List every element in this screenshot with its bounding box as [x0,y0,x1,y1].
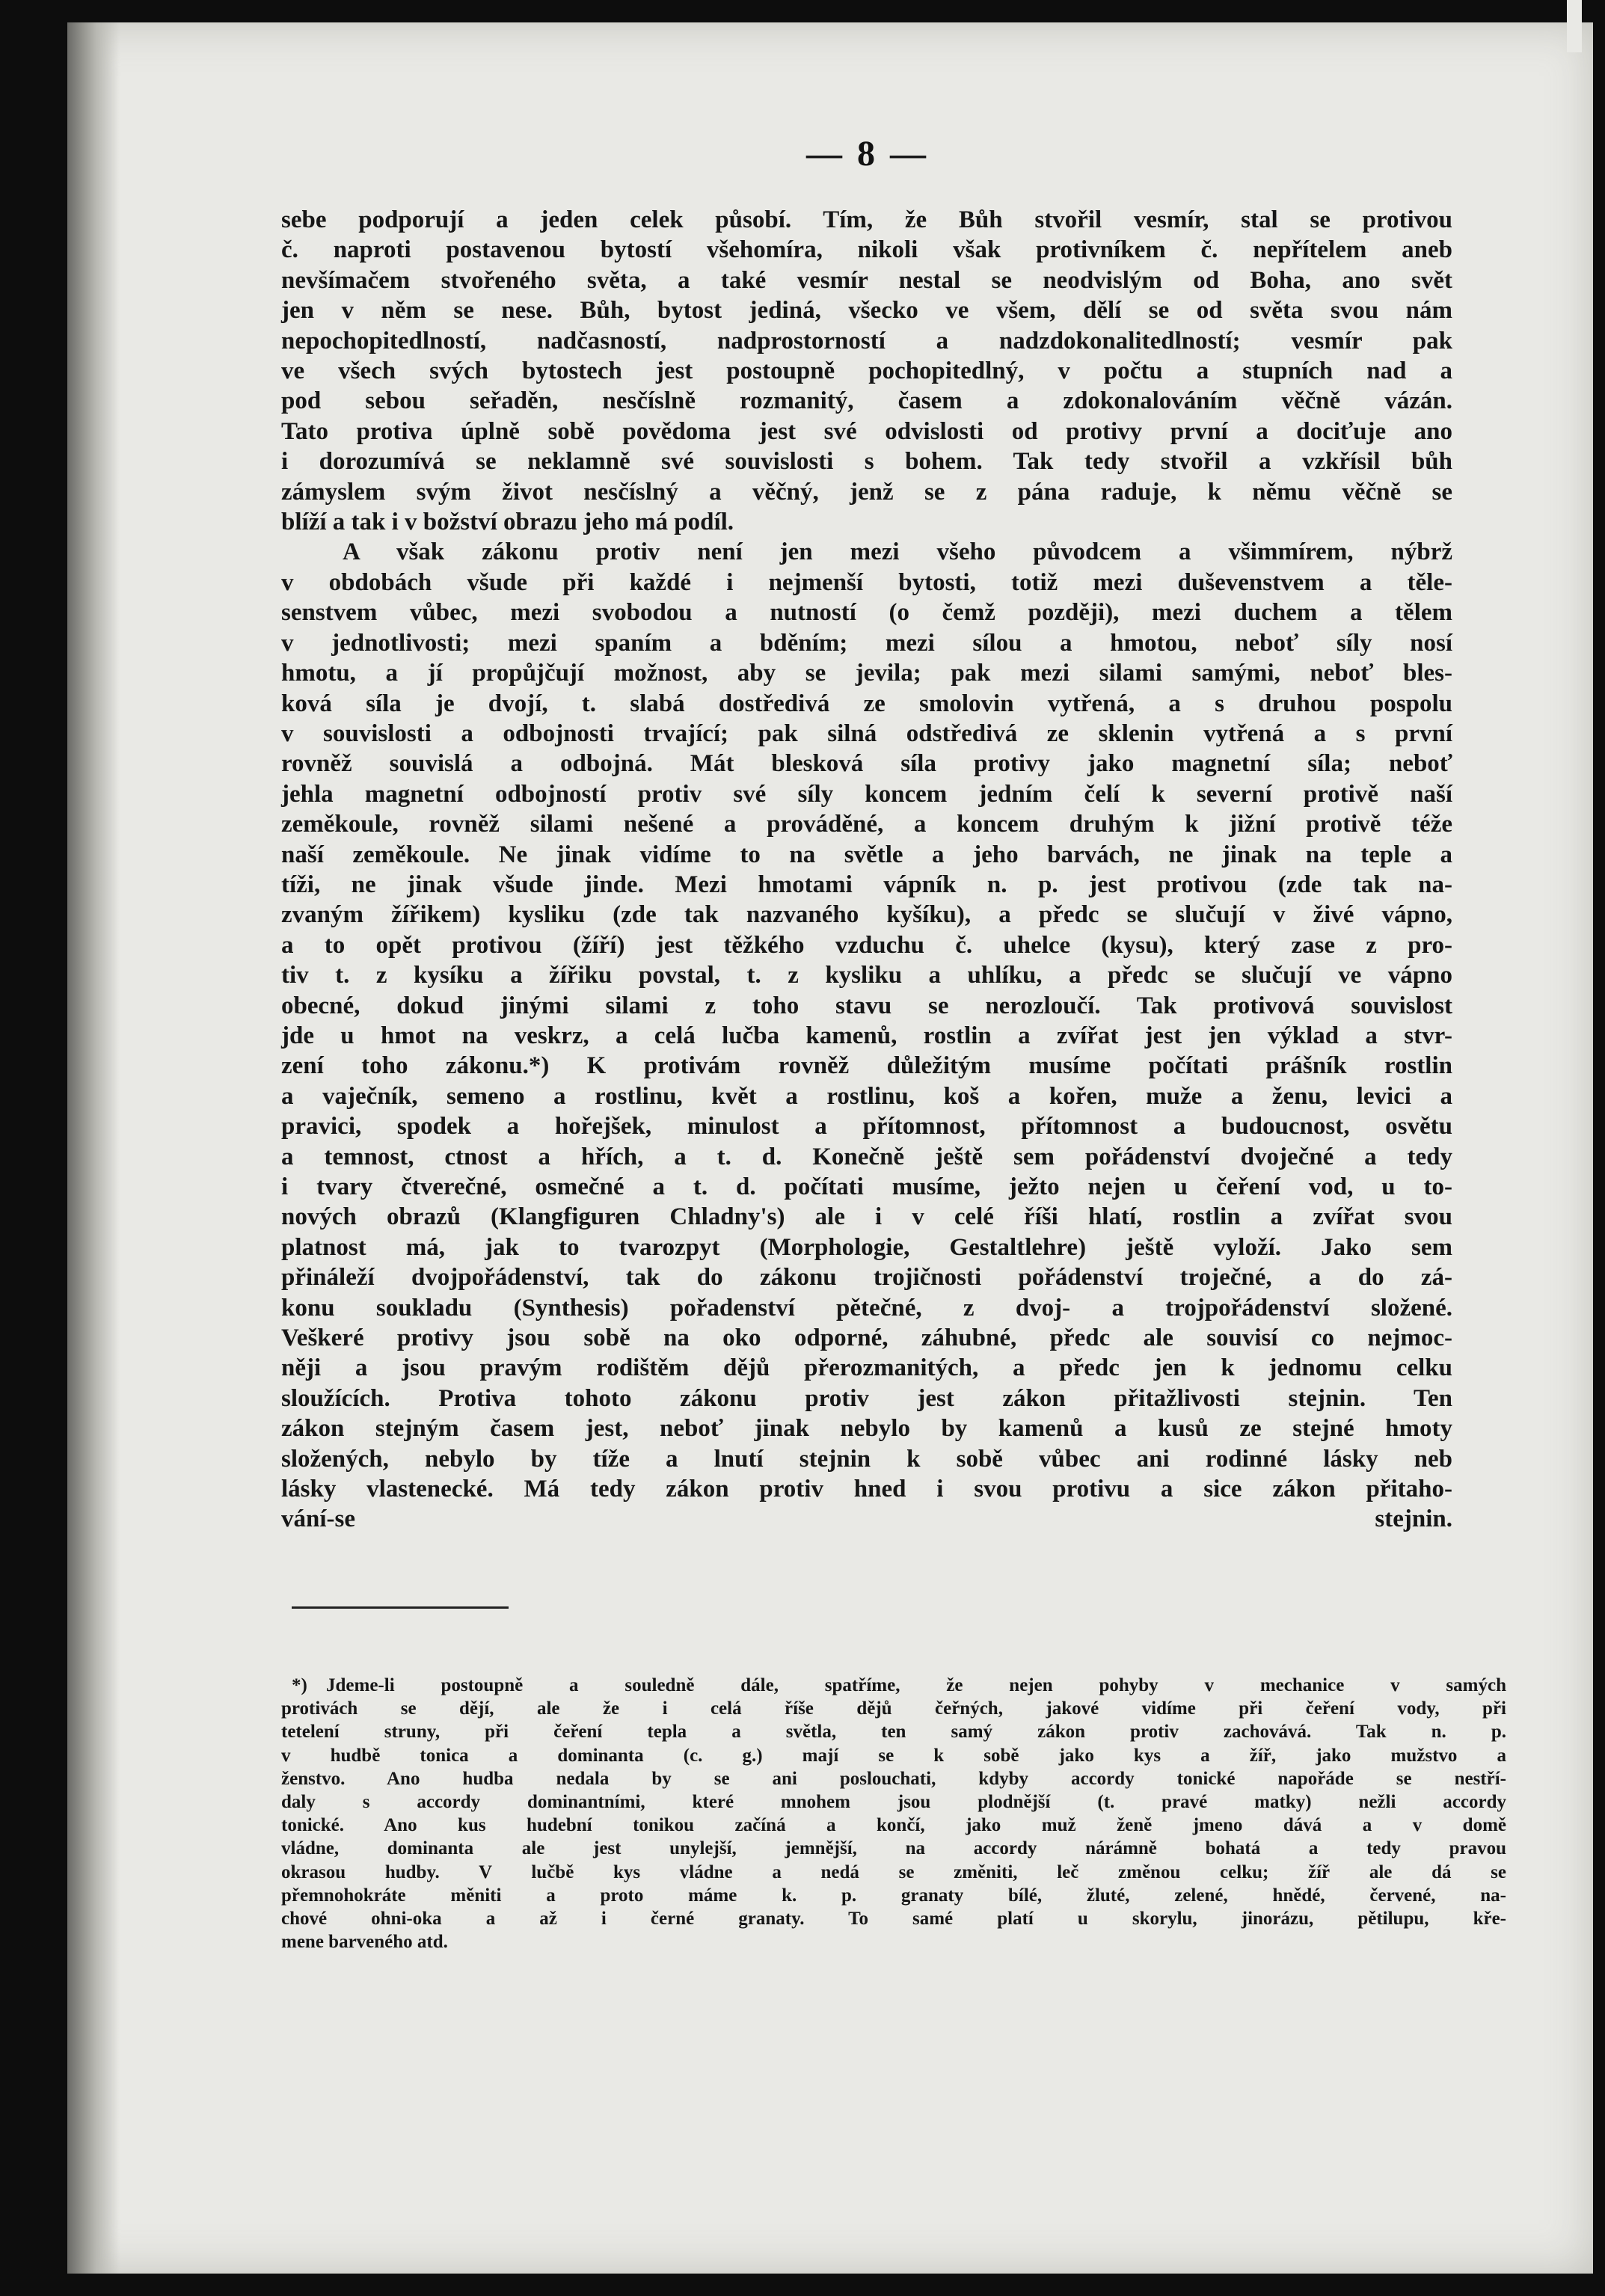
text-line: ve všech svých bytostech jest postoupně pochopitedlný, v počtu a stupních nad a [281,357,1452,385]
text-line: konu soukladu (Synthesis) pořadenství pětečné, z dvoj- a trojpořádenství složené. [281,1294,1452,1322]
text-line: složených, nebylo by tíže a lnutí stejnin k sobě vůbec ani rodinné lásky neb [281,1445,1452,1473]
footnote-line [292,1674,1506,1697]
text-line: platnost má, jak to tvarozpyt (Morphologie, Gestaltlehre) ještě vyloží. Jako sem [281,1233,1452,1261]
text-line: jehla magnetní odbojností protiv své síly koncem jedním čelí k severní protivě naší [281,780,1452,808]
text-line: zení toho zákonu.*) K protivám rovněž důležitým musíme počítati prášník rostlin [281,1052,1452,1080]
text-line: v souvislosti a odbojnosti trvající; pak silná odstředivá ze sklenin vytřená a s první [281,719,1452,747]
text-line: jde u hmot na veskrz, a celá lučba kamenů, rostlin a zvířat jest jen výklad a stvr- [281,1022,1452,1049]
footnote-line-text: Jdeme-li postoupně a souledně dále, spatříme, že nejen pohyby v mechanice v samých [326,1675,1506,1695]
footnote-line: chové ohni-oka a až i černé granaty. To samé platí u skorylu, jinorázu, pětilupu, kře- [281,1909,1506,1930]
text-line: rovněž souvislá a odbojná. Mát blesková síla protivy jako magnetní síla; neboť [281,750,1452,778]
footnote-line: mene barveného atd. [281,1932,448,1953]
text-line: lásky vlastenecké. Má tedy zákon protiv hned i svou protivu a sice zákon přitaho- [281,1476,1452,1503]
text-line: v jednotlivosti; mezi spaním a bděním; mezi sílou a hmotou, neboť síly nosí [281,629,1452,657]
footnote-line: ženstvo. Ano hudba nedala by se ani poslouchati, kdyby accordy tonické napořáde se nestří- [281,1768,1506,1789]
footnote-line: tetelení struny, při čeření tepla a světla, ten samý zákon protiv zachovává. Tak n. p. [281,1722,1506,1743]
text-line: A však zákonu protiv není jen mezi všeho původcem a všimmírem, nýbrž [343,538,1452,566]
text-line: sloužících. Protiva tohoto zákonu protiv jest zákon přitažlivosti stejnin. Ten [281,1384,1452,1412]
text-line: a to opět protivou (žíří) jest těžkého vzduchu č. uhelce (kysu), který zase z pro- [281,931,1452,959]
footnote-line: v hudbě tonica a dominanta (c. g.) mají se k sobě jako kys a žíř, jako mužstvo a [281,1745,1506,1766]
text-line: č. naproti postavenou bytostí všehomíra, nikoli však protivníkem č. nepřítelem aneb [281,236,1452,264]
text-line: sebe podporují a jeden celek působí. Tím, že Bůh stvořil vesmír, stal se protivou [281,206,1452,233]
text-line: pod sebou seřaděn, nesčíslně rozmanitý, časem a zdokonalováním věčně vázán. [281,387,1452,415]
text-line: hmotu, a jí propůjčují možnost, aby se jevila; pak mezi silami samými, neboť bles- [281,660,1452,687]
text-line: a temnost, ctnost a hřích, a t. d. Konečně ještě sem pořádenství dvoječné a tedy [281,1143,1452,1170]
text-line: přináleží dvojpořádenství, tak do zákonu trojičnosti pořádenství troječné, a do zá- [281,1264,1452,1292]
footnote-line: tonické. Ano kus hudební tonikou začíná a končí, jako muž ženě jmeno dává a v domě [281,1815,1506,1836]
text-line: zákon stejným časem jest, neboť jinak nebylo by kamenů a kusů ze stejné hmoty [281,1415,1452,1443]
text-line: i dorozumívá se neklamně své souvislosti s bohem. Tak tedy stvořil a vzkřísil bůh [281,448,1452,476]
text-line: naší zeměkoule. Ne jinak vidíme to na světle a jeho barvách, ne jinak na teple a [281,841,1452,868]
footnote-line: vládne, dominanta ale jest unylejší, jemnější, na accordy nárámně bohatá a tedy pravou [281,1838,1506,1859]
footnote-marker: *) [292,1675,307,1695]
footnote-line: okrasou hudby. V lučbě kys vládne a nedá se změniti, leč změnou celku; žíř ale dá se [281,1861,1506,1882]
text-line: jen v něm se nese. Bůh, bytost jediná, všecko ve všem, dělí se od světa svou nám [281,297,1452,325]
text-line: zvaným žířikem) kysliku (zde tak nazvaného kyšíku), a předc se slučují v živé vápno, [281,901,1452,929]
text-line: obecné, dokud jinými silami z toho stavu se nerozloučí. Tak protivová souvislost [281,992,1452,1019]
text-line: něji a jsou pravým rodištěm dějů přerozmanitých, a předc jen k jednomu celku [281,1354,1452,1382]
text-line: zámyslem svým život nesčíslný a věčný, jenž se z pána raduje, k němu věčně se [281,478,1452,506]
text-line: ková síla je dvojí, t. slabá dostředivá ze smolovin vytřená, a s druhou pospolu [281,690,1452,717]
text-line: Tato protiva úplně sobě povědoma jest své odvislosti od protivy první a dociťuje ano [281,417,1452,445]
text-line: tíži, ne jinak všude jinde. Mezi hmotami vápník n. p. jest protivou (zde tak na- [281,871,1452,898]
text-line: pravici, spodek a hořejšek, minulost a přítomnost, přítomnost a budoucnost, osvětu [281,1113,1452,1141]
text-line: i tvary čtverečné, osmečné a t. d. počítati musíme, ježto nejen u čeření vod, u to- [281,1173,1452,1200]
footnote-line: přemnohokráte měniti a proto máme k. p. granaty bílé, žluté, zelené, hnědé, červené, na- [281,1885,1506,1906]
text-line: a vaječník, semeno a rostlinu, květ a rostlinu, koš a kořen, muže a ženu, levici a [281,1082,1452,1110]
text-line: nových obrazů (Klangfiguren Chladny's) ale i v celé říši hlatí, rostlin a zvířat svou [281,1203,1452,1231]
text-line: nevšímačem stvořeného světa, a také vesmír nestal se neodvislým od Boha, ano svět [281,266,1452,294]
page-spine-shadow [67,22,120,2274]
text-line: senstvem vůbec, mezi svobodou a nutností (o čemž později), mezi duchem a tělem [281,599,1452,627]
text-line: blíží a tak i v božství obrazu jeho má podíl. [281,509,734,536]
footnote [281,1674,1506,1953]
page-edge-mark [1567,0,1582,52]
page-number: — 8 — [806,134,929,174]
footnote-line: protivách se dějí, ale že i celá říše dějů čeřných, jakové vidíme při čeření vody, při [281,1698,1506,1719]
footnote-rule [292,1606,509,1609]
footnote-line: daly s accordy dominantními, které mnohem jsou plodnější (t. pravé matky) nežli accordy [281,1792,1506,1813]
text-line: tiv t. z kysíku a žířiku povstal, t. z kysliku a uhlíku, a předc se slučují ve vápno [281,962,1452,989]
text-line: vání-se stejnin. [281,1505,1452,1533]
text-line: v obdobách všude při každé i nejmenší bytosti, totiž mezi duševenstvem a těle- [281,568,1452,596]
text-line: nepochopitedlností, nadčasností, nadprostorností a nadzdokonalitedlností; vesmír pak [281,327,1452,354]
text-line: zeměkoule, rovněž silami nešené a prováděné, a koncem druhým k jižní protivě téže [281,811,1452,838]
main-text [281,205,1452,1535]
text-line: Veškeré protivy jsou sobě na oko odporné, záhubné, předc ale souvisí co nejmoc- [281,1325,1452,1352]
